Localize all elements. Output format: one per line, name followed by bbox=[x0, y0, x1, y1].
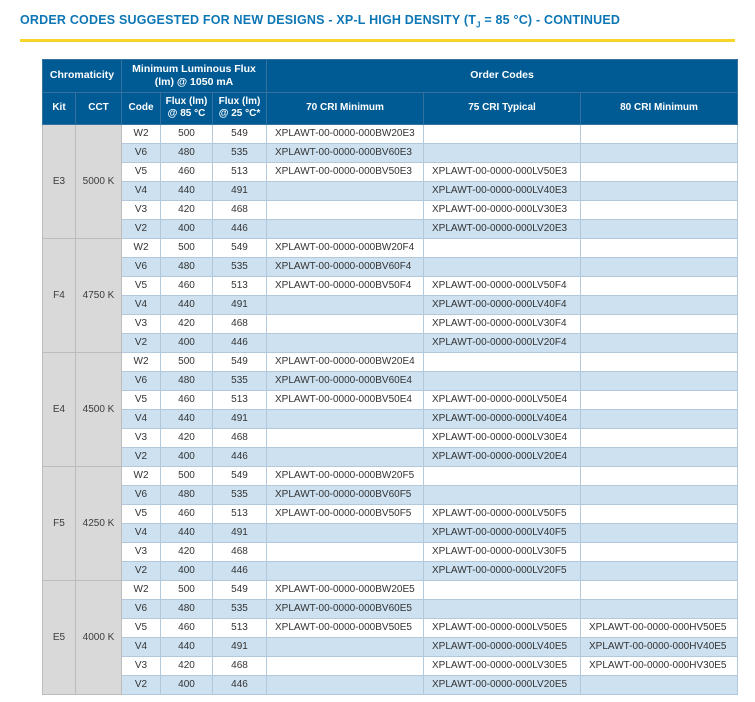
flux25-cell: 491 bbox=[213, 409, 267, 428]
cri80-cell bbox=[581, 333, 738, 352]
flux25-cell: 513 bbox=[213, 618, 267, 637]
cct-cell: 4500 K bbox=[76, 352, 122, 466]
cri75-cell: XPLAWT-00-0000-000LV20E3 bbox=[424, 219, 581, 238]
header-order-codes: Order Codes bbox=[267, 59, 738, 92]
cri80-cell bbox=[581, 428, 738, 447]
cri70-cell bbox=[267, 428, 424, 447]
flux25-cell: 468 bbox=[213, 200, 267, 219]
table-row bbox=[43, 542, 738, 561]
flux85-cell: 440 bbox=[161, 637, 213, 656]
cri80-cell bbox=[581, 200, 738, 219]
table-row bbox=[43, 352, 738, 371]
header-flux-group: Minimum Luminous Flux (lm) @ 1050 mA bbox=[122, 59, 267, 92]
order-codes-table bbox=[42, 59, 738, 695]
flux85-cell: 400 bbox=[161, 561, 213, 580]
flux85-cell: 460 bbox=[161, 276, 213, 295]
flux85-cell: 500 bbox=[161, 352, 213, 371]
flux85-cell: 440 bbox=[161, 523, 213, 542]
table-row bbox=[43, 124, 738, 143]
table-row bbox=[43, 485, 738, 504]
flux25-cell: 549 bbox=[213, 238, 267, 257]
cct-cell: 4250 K bbox=[76, 466, 122, 580]
code-cell: V5 bbox=[122, 504, 161, 523]
flux85-cell: 480 bbox=[161, 599, 213, 618]
cri75-cell: XPLAWT-00-0000-000LV50F5 bbox=[424, 504, 581, 523]
code-cell: V6 bbox=[122, 143, 161, 162]
cri75-cell bbox=[424, 485, 581, 504]
kit-cell: E5 bbox=[43, 580, 76, 694]
cri75-cell: XPLAWT-00-0000-000LV50E5 bbox=[424, 618, 581, 637]
flux25-cell: 491 bbox=[213, 295, 267, 314]
cri70-cell: XPLAWT-00-0000-000BV60E5 bbox=[267, 599, 424, 618]
cri80-cell bbox=[581, 371, 738, 390]
cri75-cell: XPLAWT-00-0000-000LV20E4 bbox=[424, 447, 581, 466]
cri70-cell: XPLAWT-00-0000-000BV60F5 bbox=[267, 485, 424, 504]
code-cell: V4 bbox=[122, 409, 161, 428]
flux25-cell: 446 bbox=[213, 219, 267, 238]
flux25-cell: 535 bbox=[213, 485, 267, 504]
cri75-cell: XPLAWT-00-0000-000LV20F5 bbox=[424, 561, 581, 580]
flux25-cell: 446 bbox=[213, 333, 267, 352]
table-row bbox=[43, 447, 738, 466]
code-cell: V5 bbox=[122, 276, 161, 295]
kit-cell: E3 bbox=[43, 124, 76, 238]
flux85-cell: 480 bbox=[161, 143, 213, 162]
cri75-cell: XPLAWT-00-0000-000LV30F4 bbox=[424, 314, 581, 333]
table-row bbox=[43, 599, 738, 618]
cri75-cell bbox=[424, 352, 581, 371]
cri80-cell: XPLAWT-00-0000-000HV40E5 bbox=[581, 637, 738, 656]
page-title-suffix: = 85 °C) - CONTINUED bbox=[480, 13, 621, 27]
table-row bbox=[43, 390, 738, 409]
cri75-cell bbox=[424, 466, 581, 485]
table-row bbox=[43, 561, 738, 580]
flux85-cell: 460 bbox=[161, 618, 213, 637]
cri70-cell bbox=[267, 219, 424, 238]
table-row bbox=[43, 523, 738, 542]
flux85-cell: 420 bbox=[161, 314, 213, 333]
cri70-cell bbox=[267, 333, 424, 352]
cri75-cell: XPLAWT-00-0000-000LV30E5 bbox=[424, 656, 581, 675]
flux85-cell: 420 bbox=[161, 428, 213, 447]
cri70-cell: XPLAWT-00-0000-000BW20F4 bbox=[267, 238, 424, 257]
cri80-cell bbox=[581, 181, 738, 200]
cri70-cell bbox=[267, 295, 424, 314]
cri75-cell: XPLAWT-00-0000-000LV30E3 bbox=[424, 200, 581, 219]
cri75-cell bbox=[424, 257, 581, 276]
table-row bbox=[43, 409, 738, 428]
cri75-cell: XPLAWT-00-0000-000LV30E4 bbox=[424, 428, 581, 447]
table-body bbox=[43, 124, 738, 694]
flux85-cell: 420 bbox=[161, 542, 213, 561]
flux25-cell: 446 bbox=[213, 675, 267, 694]
page-title bbox=[20, 13, 735, 30]
code-cell: W2 bbox=[122, 580, 161, 599]
table-row bbox=[43, 162, 738, 181]
table-row bbox=[43, 143, 738, 162]
table-row bbox=[43, 295, 738, 314]
flux25-cell: 549 bbox=[213, 466, 267, 485]
code-cell: V5 bbox=[122, 162, 161, 181]
flux85-cell: 500 bbox=[161, 124, 213, 143]
kit-cell: F5 bbox=[43, 466, 76, 580]
table-row bbox=[43, 314, 738, 333]
cri70-cell bbox=[267, 675, 424, 694]
header-cct: CCT bbox=[76, 92, 122, 124]
cri80-cell bbox=[581, 257, 738, 276]
flux85-cell: 440 bbox=[161, 409, 213, 428]
cri75-cell: XPLAWT-00-0000-000LV40E4 bbox=[424, 409, 581, 428]
flux25-cell: 535 bbox=[213, 599, 267, 618]
cri80-cell bbox=[581, 276, 738, 295]
code-cell: V2 bbox=[122, 447, 161, 466]
cri75-cell: XPLAWT-00-0000-000LV20F4 bbox=[424, 333, 581, 352]
table-row bbox=[43, 504, 738, 523]
table-row bbox=[43, 675, 738, 694]
code-cell: V4 bbox=[122, 637, 161, 656]
cri75-cell bbox=[424, 580, 581, 599]
cri80-cell bbox=[581, 314, 738, 333]
code-cell: V4 bbox=[122, 295, 161, 314]
flux85-cell: 500 bbox=[161, 238, 213, 257]
cri80-cell bbox=[581, 447, 738, 466]
flux25-cell: 513 bbox=[213, 162, 267, 181]
table-row bbox=[43, 238, 738, 257]
flux25-cell: 491 bbox=[213, 637, 267, 656]
cri75-cell: XPLAWT-00-0000-000LV30F5 bbox=[424, 542, 581, 561]
header-75-cri: 75 CRI Typical bbox=[424, 92, 581, 124]
cri80-cell bbox=[581, 295, 738, 314]
cri75-cell: XPLAWT-00-0000-000LV40E3 bbox=[424, 181, 581, 200]
cri80-cell bbox=[581, 523, 738, 542]
cri80-cell bbox=[581, 409, 738, 428]
cri80-cell: XPLAWT-00-0000-000HV50E5 bbox=[581, 618, 738, 637]
code-cell: V4 bbox=[122, 523, 161, 542]
code-cell: V5 bbox=[122, 390, 161, 409]
code-cell: V6 bbox=[122, 371, 161, 390]
code-cell: V6 bbox=[122, 257, 161, 276]
flux25-cell: 468 bbox=[213, 656, 267, 675]
header-80-cri: 80 CRI Minimum bbox=[581, 92, 738, 124]
cct-cell: 5000 K bbox=[76, 124, 122, 238]
cct-cell: 4750 K bbox=[76, 238, 122, 352]
flux25-cell: 491 bbox=[213, 181, 267, 200]
table-row bbox=[43, 276, 738, 295]
cri70-cell bbox=[267, 200, 424, 219]
cri75-cell bbox=[424, 599, 581, 618]
flux25-cell: 446 bbox=[213, 561, 267, 580]
cri80-cell bbox=[581, 162, 738, 181]
table-row bbox=[43, 257, 738, 276]
cri70-cell bbox=[267, 637, 424, 656]
cri70-cell: XPLAWT-00-0000-000BW20E5 bbox=[267, 580, 424, 599]
cri70-cell bbox=[267, 542, 424, 561]
cri70-cell bbox=[267, 409, 424, 428]
cri80-cell bbox=[581, 219, 738, 238]
cri70-cell: XPLAWT-00-0000-000BV50E5 bbox=[267, 618, 424, 637]
cri80-cell bbox=[581, 143, 738, 162]
cri80-cell bbox=[581, 485, 738, 504]
cri70-cell bbox=[267, 523, 424, 542]
code-cell: V3 bbox=[122, 314, 161, 333]
code-cell: V2 bbox=[122, 333, 161, 352]
flux25-cell: 468 bbox=[213, 314, 267, 333]
code-cell: V2 bbox=[122, 219, 161, 238]
cri75-cell bbox=[424, 124, 581, 143]
code-cell: V3 bbox=[122, 656, 161, 675]
code-cell: W2 bbox=[122, 352, 161, 371]
flux25-cell: 491 bbox=[213, 523, 267, 542]
header-kit: Kit bbox=[43, 92, 76, 124]
cri70-cell: XPLAWT-00-0000-000BV60F4 bbox=[267, 257, 424, 276]
code-cell: V3 bbox=[122, 428, 161, 447]
cri75-cell: XPLAWT-00-0000-000LV40F5 bbox=[424, 523, 581, 542]
cri75-cell bbox=[424, 371, 581, 390]
code-cell: W2 bbox=[122, 466, 161, 485]
cri70-cell: XPLAWT-00-0000-000BV50F5 bbox=[267, 504, 424, 523]
cri70-cell bbox=[267, 561, 424, 580]
table-row bbox=[43, 428, 738, 447]
flux85-cell: 420 bbox=[161, 656, 213, 675]
cri75-cell bbox=[424, 238, 581, 257]
cri70-cell: XPLAWT-00-0000-000BV60E4 bbox=[267, 371, 424, 390]
flux85-cell: 440 bbox=[161, 181, 213, 200]
code-cell: V4 bbox=[122, 181, 161, 200]
flux85-cell: 500 bbox=[161, 580, 213, 599]
cri80-cell: XPLAWT-00-0000-000HV30E5 bbox=[581, 656, 738, 675]
flux85-cell: 460 bbox=[161, 390, 213, 409]
cri70-cell bbox=[267, 314, 424, 333]
cri80-cell bbox=[581, 561, 738, 580]
flux25-cell: 549 bbox=[213, 352, 267, 371]
flux85-cell: 480 bbox=[161, 257, 213, 276]
cri80-cell bbox=[581, 238, 738, 257]
flux85-cell: 480 bbox=[161, 371, 213, 390]
cri75-cell bbox=[424, 143, 581, 162]
cri80-cell bbox=[581, 599, 738, 618]
code-cell: W2 bbox=[122, 238, 161, 257]
cri70-cell bbox=[267, 181, 424, 200]
cri75-cell: XPLAWT-00-0000-000LV20E5 bbox=[424, 675, 581, 694]
cri80-cell bbox=[581, 466, 738, 485]
cri70-cell: XPLAWT-00-0000-000BV50F4 bbox=[267, 276, 424, 295]
flux25-cell: 446 bbox=[213, 447, 267, 466]
flux85-cell: 400 bbox=[161, 333, 213, 352]
accent-divider bbox=[20, 39, 735, 42]
cri80-cell bbox=[581, 352, 738, 371]
cri70-cell: XPLAWT-00-0000-000BV50E3 bbox=[267, 162, 424, 181]
table-row bbox=[43, 219, 738, 238]
flux25-cell: 549 bbox=[213, 580, 267, 599]
table-row bbox=[43, 656, 738, 675]
code-cell: V2 bbox=[122, 675, 161, 694]
page-title-subscript: J bbox=[476, 20, 481, 30]
cri75-cell: XPLAWT-00-0000-000LV50E4 bbox=[424, 390, 581, 409]
cri75-cell: XPLAWT-00-0000-000LV50E3 bbox=[424, 162, 581, 181]
table-row bbox=[43, 371, 738, 390]
code-cell: V6 bbox=[122, 485, 161, 504]
table-row bbox=[43, 200, 738, 219]
cri80-cell bbox=[581, 124, 738, 143]
cri75-cell: XPLAWT-00-0000-000LV50F4 bbox=[424, 276, 581, 295]
code-cell: V3 bbox=[122, 542, 161, 561]
cri70-cell bbox=[267, 447, 424, 466]
flux85-cell: 400 bbox=[161, 675, 213, 694]
cri80-cell bbox=[581, 504, 738, 523]
header-70-cri: 70 CRI Minimum bbox=[267, 92, 424, 124]
table-row bbox=[43, 618, 738, 637]
header-code: Code bbox=[122, 92, 161, 124]
flux25-cell: 468 bbox=[213, 428, 267, 447]
cri70-cell: XPLAWT-00-0000-000BV60E3 bbox=[267, 143, 424, 162]
code-cell: V5 bbox=[122, 618, 161, 637]
flux25-cell: 513 bbox=[213, 390, 267, 409]
table-row bbox=[43, 580, 738, 599]
table-header bbox=[43, 59, 738, 124]
flux85-cell: 400 bbox=[161, 447, 213, 466]
flux25-cell: 535 bbox=[213, 257, 267, 276]
flux85-cell: 500 bbox=[161, 466, 213, 485]
flux25-cell: 513 bbox=[213, 276, 267, 295]
cct-cell: 4000 K bbox=[76, 580, 122, 694]
kit-cell: E4 bbox=[43, 352, 76, 466]
table-row bbox=[43, 637, 738, 656]
flux85-cell: 440 bbox=[161, 295, 213, 314]
flux85-cell: 460 bbox=[161, 504, 213, 523]
cri70-cell: XPLAWT-00-0000-000BV50E4 bbox=[267, 390, 424, 409]
cri75-cell: XPLAWT-00-0000-000LV40E5 bbox=[424, 637, 581, 656]
cri75-cell: XPLAWT-00-0000-000LV40F4 bbox=[424, 295, 581, 314]
code-cell: V6 bbox=[122, 599, 161, 618]
cri80-cell bbox=[581, 542, 738, 561]
flux85-cell: 480 bbox=[161, 485, 213, 504]
cri70-cell: XPLAWT-00-0000-000BW20E3 bbox=[267, 124, 424, 143]
header-flux-25: Flux (lm) @ 25 °C* bbox=[213, 92, 267, 124]
table-row bbox=[43, 333, 738, 352]
header-flux-85: Flux (lm) @ 85 °C bbox=[161, 92, 213, 124]
cri80-cell bbox=[581, 675, 738, 694]
header-chromaticity: Chromaticity bbox=[43, 59, 122, 92]
table-row bbox=[43, 181, 738, 200]
flux25-cell: 535 bbox=[213, 371, 267, 390]
cri80-cell bbox=[581, 580, 738, 599]
kit-cell: F4 bbox=[43, 238, 76, 352]
code-cell: V3 bbox=[122, 200, 161, 219]
cri70-cell: XPLAWT-00-0000-000BW20F5 bbox=[267, 466, 424, 485]
flux25-cell: 535 bbox=[213, 143, 267, 162]
page-title-text: ORDER CODES SUGGESTED FOR NEW DESIGNS - XP-L HIGH DENSITY (T bbox=[20, 13, 477, 27]
cri80-cell bbox=[581, 390, 738, 409]
flux25-cell: 513 bbox=[213, 504, 267, 523]
flux85-cell: 460 bbox=[161, 162, 213, 181]
cri70-cell: XPLAWT-00-0000-000BW20E4 bbox=[267, 352, 424, 371]
table-row bbox=[43, 466, 738, 485]
flux85-cell: 400 bbox=[161, 219, 213, 238]
flux25-cell: 468 bbox=[213, 542, 267, 561]
flux85-cell: 420 bbox=[161, 200, 213, 219]
code-cell: W2 bbox=[122, 124, 161, 143]
flux25-cell: 549 bbox=[213, 124, 267, 143]
cri70-cell bbox=[267, 656, 424, 675]
code-cell: V2 bbox=[122, 561, 161, 580]
